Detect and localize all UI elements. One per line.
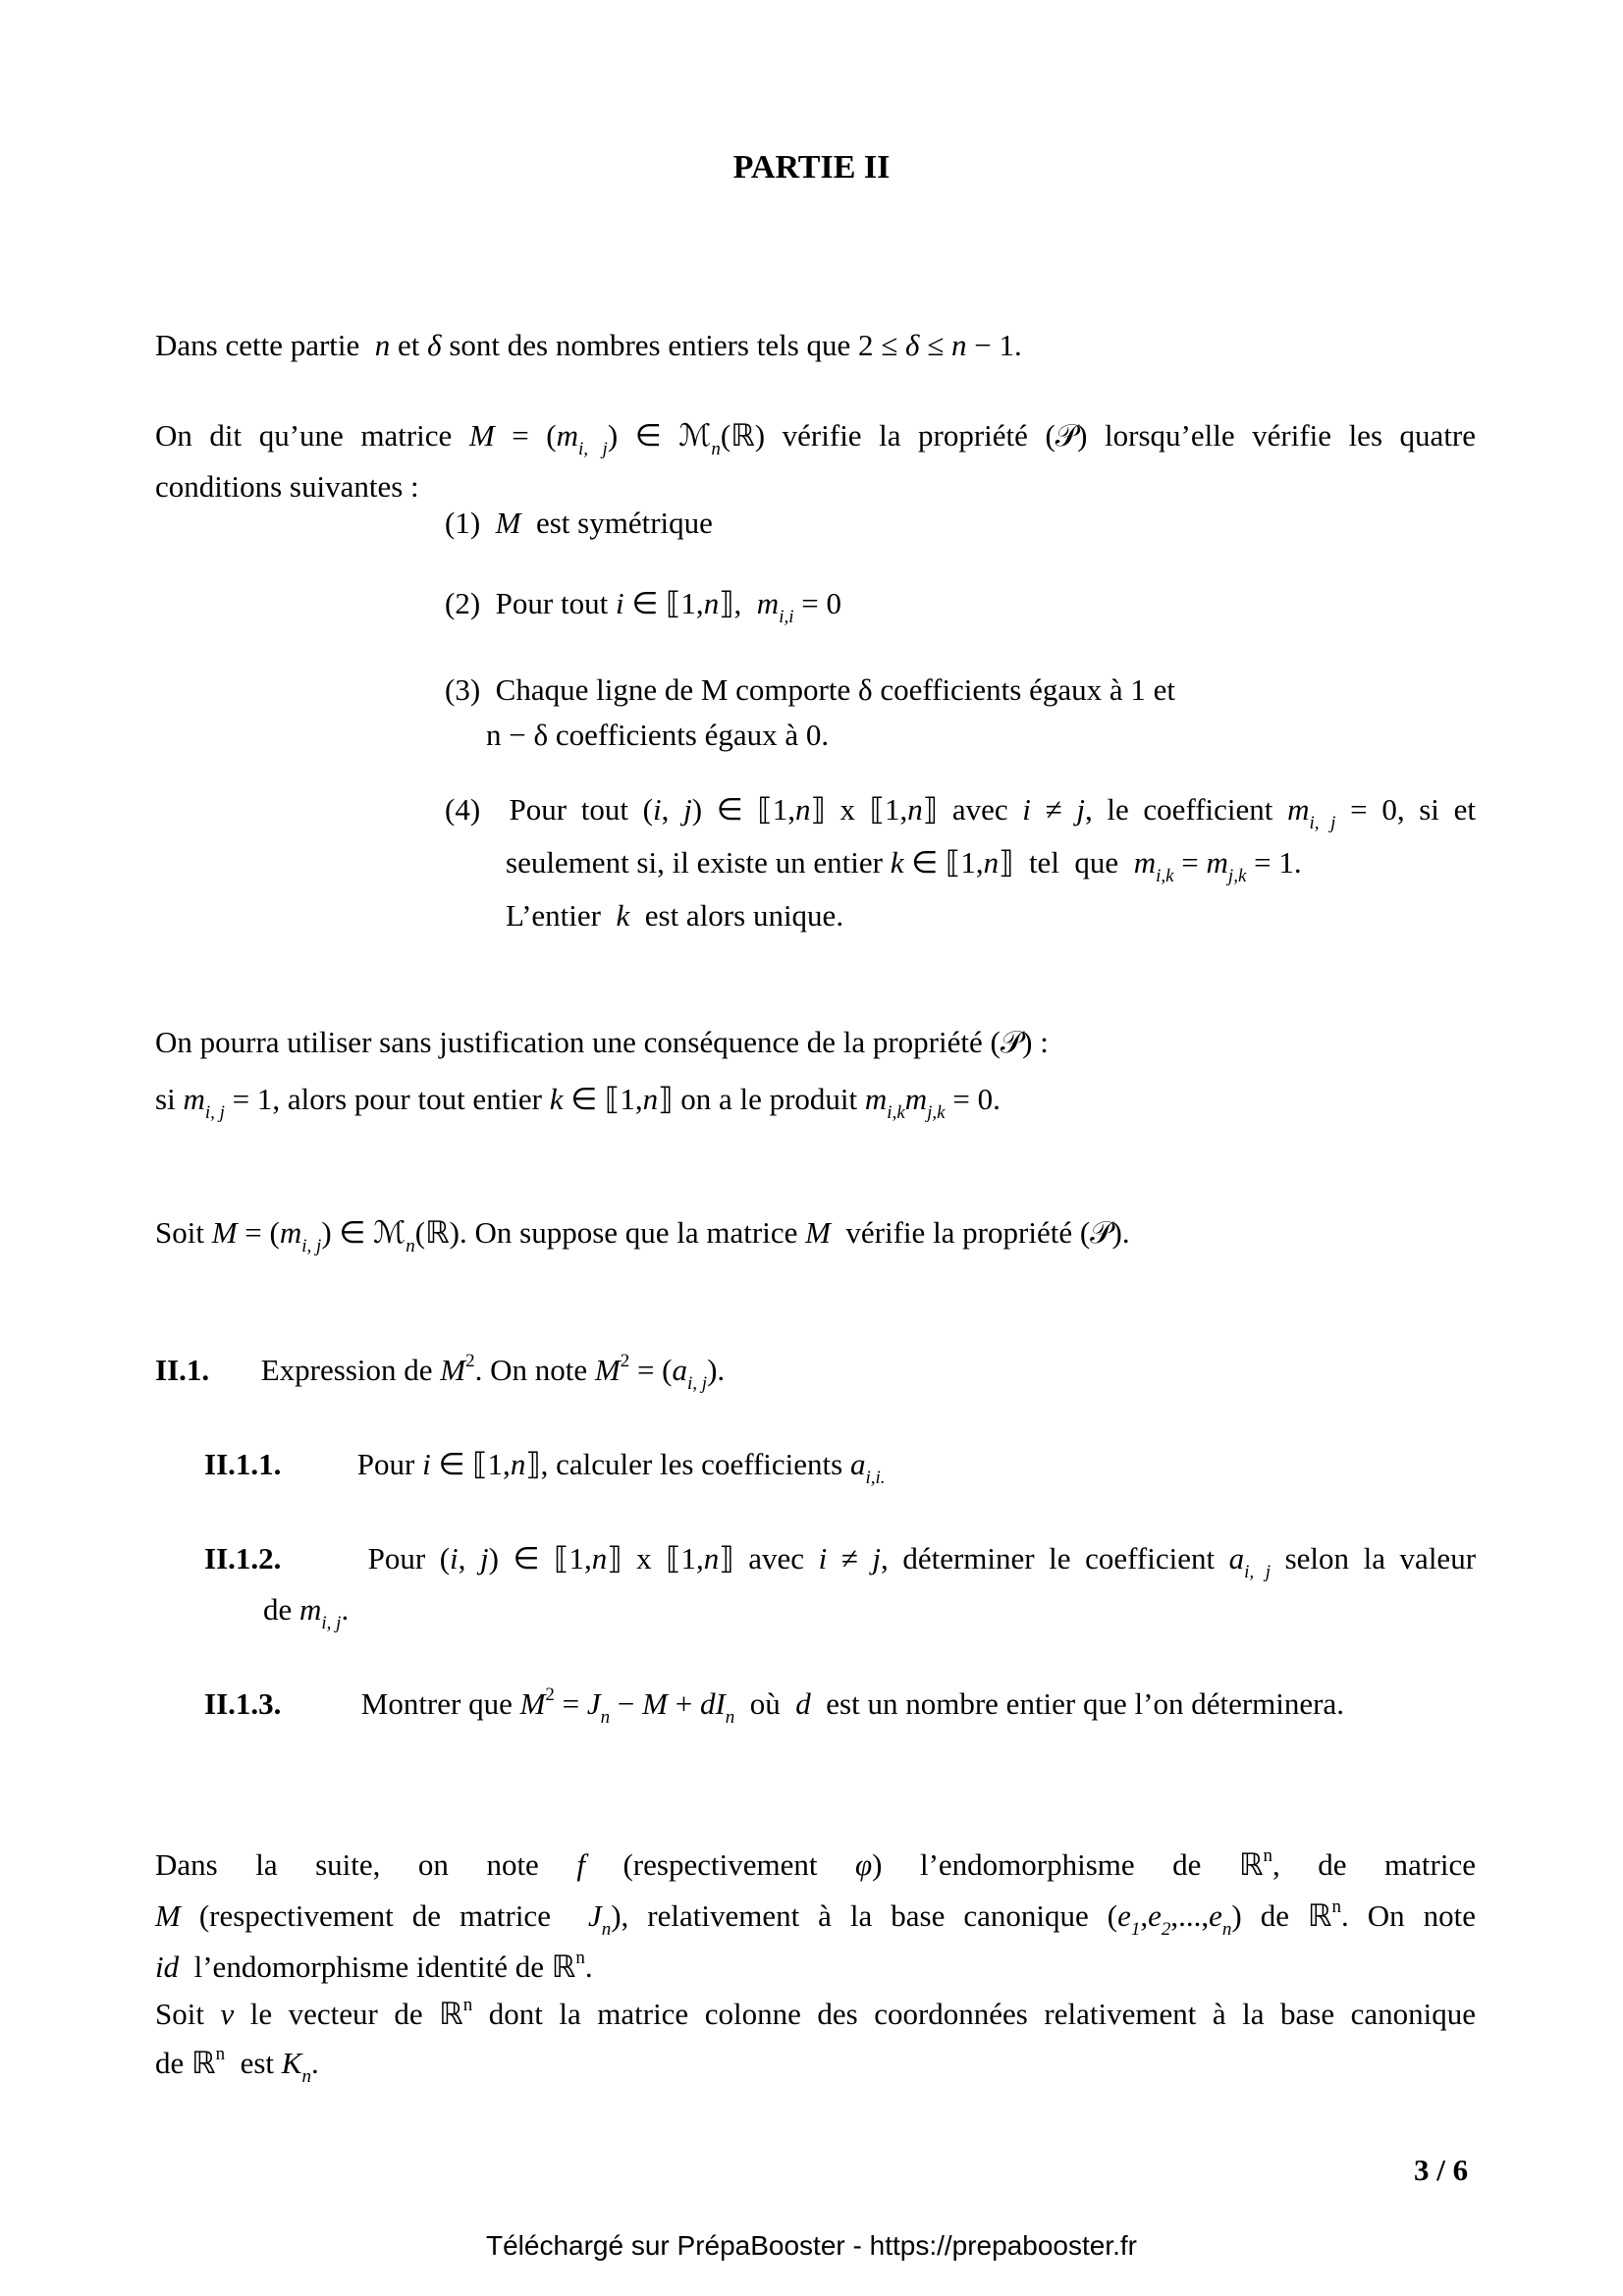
definition-text-2: vérifie la propriété (𝒫) lorsqu’elle vérifie les quatre	[782, 418, 1477, 453]
question-label: II.1.	[155, 1353, 210, 1387]
question-text: Montrer que $M^2 = J_n - M + dI_n$ où d est un nombre entier que l’on déterminera.	[360, 1684, 1344, 1728]
condition-text: M est symétrique	[495, 506, 713, 540]
definition-line-2: conditions suivantes :	[155, 469, 419, 504]
question-II-1-1	[204, 1439, 1525, 1490]
condition-text: Pour tout i ∈ ⟦1,n⟧, $m_{i,i} = 0$	[495, 586, 841, 627]
condition-number: (2)	[445, 586, 481, 620]
question-text: Pour i ∈ ⟦1,n⟧, calculer les coefficients $a_{i,i.}$	[356, 1447, 886, 1488]
soit-line: Soit $M = (m_{i, j})$ ∈ ℳ$_n$(ℝ). On suppose que la matrice M vérifie la propriété (𝒫).	[155, 1215, 1130, 1256]
suite-line-1: Dans la suite, on note f (respectivement φ) l’endomorphisme de ℝ$^n$, de matrice	[155, 1845, 1476, 1882]
question-label: II.1.1.	[204, 1447, 282, 1481]
intro-math: n	[367, 328, 399, 362]
question-II-1-2-cont: de $m_{i, j}$.	[263, 1592, 350, 1633]
condition-number: (4)	[445, 792, 481, 827]
suite-line-2: M (respectivement de matrice $J_n$), relativement à la base canonique $(e_1,e_2,...,e_n)$ de ℝ$^n$. On note	[155, 1896, 1476, 1940]
condition-text: (4) Pour tout (i, j) ∈ ⟦1,n⟧ x ⟦1,n⟧ avec i ≠ j, le coefficient $m_{i, j} = 0$, si et	[445, 792, 1476, 833]
page-number: 3 / 6	[1414, 2153, 1469, 2187]
question-text: Pour (i, j) ∈ ⟦1,n⟧ x ⟦1,n⟧ avec i ≠ j, déterminer le coefficient $a_{i, j}$ selon la valeur	[367, 1541, 1477, 1582]
condition-1	[445, 501, 713, 546]
suite-line-5: de ℝ$^n$ est $K_n$.	[155, 2044, 319, 2087]
definition-math: $M = (m_{i, j})$ ∈ ℳ$_n$(ℝ)	[468, 418, 766, 459]
consequence-line-2: si $m_{i, j} = 1$, alors pour tout entier k ∈ ⟦1,n⟧ on a le produit $m_{i,k}m_{j,k} = 0$.	[155, 1082, 1001, 1123]
question-II-1	[155, 1345, 1476, 1396]
question-text: Expression de $M^2$. On note $M^2 = (a_{i, j})$.	[260, 1351, 726, 1394]
condition-3	[445, 667, 1175, 758]
consequence-line-1: On pourra utiliser sans justification une conséquence de la propriété (𝒫) :	[155, 1025, 1049, 1059]
intro-text: Dans cette partie	[155, 328, 360, 362]
definition-text: On dit qu’une matrice	[155, 418, 453, 453]
condition-number: (3)	[445, 672, 481, 707]
condition-number: (1)	[445, 506, 481, 540]
definition-line	[155, 410, 1476, 461]
intro-paragraph	[155, 320, 1476, 371]
footer-link[interactable]: Téléchargé sur PrépaBooster - https://prepabooster.fr	[485, 2230, 1138, 2261]
question-II-1-3	[204, 1679, 1525, 1730]
condition-text-3: L’entier k est alors unique.	[506, 898, 844, 933]
condition-2	[445, 581, 841, 626]
condition-text-2: n − δ coefficients égaux à 0.	[486, 718, 830, 752]
question-label: II.1.3.	[204, 1686, 282, 1721]
page-title: PARTIE II	[732, 149, 891, 186]
suite-line-3: id l’endomorphisme identité de ℝ$^n$.	[155, 1948, 593, 1984]
question-label: II.1.2.	[204, 1541, 282, 1575]
condition-4	[445, 783, 1476, 942]
condition-text-2: seulement si, il existe un entier k ∈ ⟦1,n⟧ tel que $m_{i,k} = m_{j,k} = 1$.	[506, 845, 1302, 886]
intro-rest: et δ sont des nombres entiers tels que 2 ≤ δ ≤ n − 1.	[398, 328, 1022, 362]
condition-text: Chaque ligne de M comporte δ coefficients égaux à 1 et	[495, 672, 1176, 707]
question-II-1-2	[204, 1533, 1476, 1584]
suite-line-4: Soit v le vecteur de ℝ$^n$ dont la matrice colonne des coordonnées relativement à la base canonique	[155, 1995, 1476, 2031]
